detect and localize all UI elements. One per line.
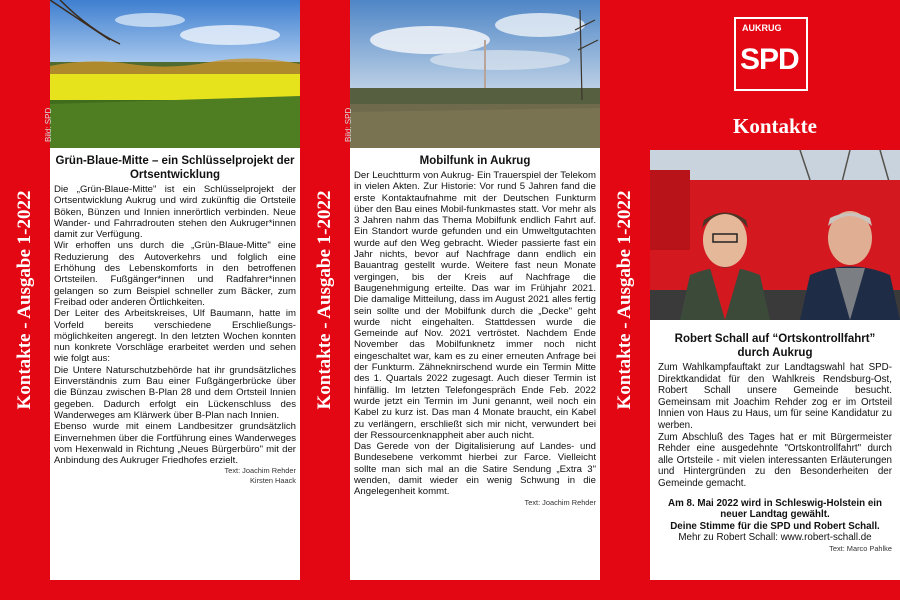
logo-place: AUKRUG xyxy=(742,23,782,33)
logo-area xyxy=(650,0,900,100)
side-strip-1 xyxy=(0,0,50,600)
text-credit: Text: Joachim Rehder xyxy=(224,466,296,476)
spd-logo xyxy=(734,17,808,91)
article-title: Grün-Blaue-Mitte – ein Schlüsselprojekt der Ortsentwicklung xyxy=(55,155,295,181)
paragraph: Die Untere Naturschutzbehörde hat ihr grundsätzliches Einverständnis zum Bau einer Fußgängerbrücke über die Bünzau zwischen B-Plan 28 und dem Ortsteil Innien gegeben. Dadurch erfolgt ein Lückenschluss des Wanderweges am Klärwerk über B-Plan nach Innien. xyxy=(54,364,296,421)
website-note: Mehr zu Robert Schall: www.robert-schall.de xyxy=(678,532,872,544)
article-body xyxy=(54,184,296,466)
photo-credit: Bild: SPD xyxy=(344,107,353,142)
paragraph: Zum Abschluß des Tages hat er mit Bürgermeister Rehder eine ausgedehnte "Ortskontrollfahrt" durch alle Ortsteile - mit vielen interessanten Erläuterungen und Hintergründen zu den Besonderheiten der Gemeinde gemacht. xyxy=(658,431,892,489)
photo-credit: Bild: SPD xyxy=(44,107,53,142)
panel-mobilfunk xyxy=(344,0,600,600)
article-title: Robert Schall auf “Ortskontrollfahrt” durch Aukrug xyxy=(674,333,876,359)
article-body xyxy=(658,362,892,490)
paragraph: Das Gerede von der Digitalisierung auf Landes- und Bundesebene verkommt hierbei zur Farce. Vielleicht sollte man sich mal an die Satire Sendung „Extra 3" wenden, damit wieder ein wenig Schwung in die Angelegenheit kommt. xyxy=(354,441,596,498)
field-photo xyxy=(44,0,300,148)
paragraph: Der Leuchtturm von Aukrug- Ein Trauerspiel der Telekom in vielen Akten. Zur Historie: Vor rund 5 Jahren fand die erste Kontaktaufnahme mit der Deutschen Funkturm über den Bau eines Mobil-funkmastes statt. Vor mehr als 3 Jahren nahm das Thema Mobilfunk endlich Fahrt auf. Ein Standort wurde gefunden und ein Umweltgutachten wurde auf den Weg gebracht. Wieder passierte fast ein Jahr nichts, bevor auf Nachfrage dann endlich ein Bauantrag gestellt wurde. Weitere fast neun Monate vergingen, bis der Kreis auf Nachfrage die Baugenehmigung erteilte. Das war im Frühjahr 2021. Die damalige Mitteilung, dass im August 2021 alles fertig sein sollte und der Mobilfunk durch die „Decke" geht wurde nicht eingehalten. Stattdessen wurde die Gemeinde auf Nov. 2021 vertröstet. Nachdem Ende November das Mobilfunknetz immer noch nicht eingeschaltet war, kam es zu einer erneuten Anfrage bei der Funkturm. Zähneknirschend wurde ein Termin Mitte des 1. Quartals 2022 zugesagt. Auch dieser Termin ist hinfällig. Im letzten Telefongespräch Ende Feb. 2022 wurde jetzt ein Termin im Juni genannt, weil noch ein Kabel zu kurz ist. Das man 4 Monate braucht, ein Kabel zu verlängern, erschließt sich mir nicht, verwundert bei der Ressourcenknappheit aber auch nicht. xyxy=(354,170,596,441)
article-robert-schall xyxy=(650,320,900,580)
campaign-photo xyxy=(650,150,900,320)
side-strip-2 xyxy=(300,0,350,600)
paragraph: Der Leiter des Arbeitskreises, Ulf Baumann, hatte im Vorfeld bereits verschiedene Erschließungs-möglichkeiten angeregt. In den letzten Wochen konnten nun konkrete Vorschläge erarbeitet werden und sehen wie folgt aus: xyxy=(54,308,296,365)
section-heading: Kontakte xyxy=(733,114,817,138)
issue-label: Kontakte - Ausgabe 1-2022 xyxy=(614,190,635,410)
issue-label: Kontakte - Ausgabe 1-2022 xyxy=(14,190,35,410)
closing-block xyxy=(658,498,892,544)
article-mobilfunk xyxy=(350,148,600,580)
landscape-photo xyxy=(344,0,600,148)
article-gruen-blaue-mitte xyxy=(50,148,300,580)
election-note: Am 8. Mai 2022 wird in Schleswig-Holstein ein neuer Landtag gewählt. xyxy=(668,497,882,521)
paragraph: Die „Grün-Blaue-Mitte" ist ein Schlüsselprojekt der Ortsentwicklung Aukrug und wird zukünftig die Ortsteile Böken, Bünzen und Innien innerörtlich verbinden. Neue Wander- und Fahrradrouten stehen den Aukruger*innen damit zur Verfügung. xyxy=(54,184,296,241)
vote-appeal: Deine Stimme für die SPD und Robert Schall. xyxy=(670,520,880,532)
paragraph: Zum Wahlkampfauftakt zur Landtagswahl hat SPD-Direktkandidat für den Wahlkreis Rendsburg-Ost, Robert Schall unsere Gemeinde besucht. Gemeinsam mit Joachim Rehder zog er im Ortsteil Innien von Haus zu Haus, um für seine Kandidatur zu werben. xyxy=(658,362,892,431)
paragraph: Wir erhoffen uns durch die „Grün-Blaue-Mitte" eine Reduzierung des Autoverkehrs und folglich eine Erhöhung des Lebenskomforts in den betroffenen Ortsteilen. Fußgänger*innen und Radfahrer*innen gelangen so zum Beispiel schneller zum Bäcker, zum Freibad oder anderen Örtlichkeiten. xyxy=(54,240,296,308)
panel-kontakte xyxy=(650,0,900,600)
issue-label: Kontakte - Ausgabe 1-2022 xyxy=(314,190,335,410)
text-credit: Text: Joachim Rehder xyxy=(524,497,596,507)
side-strip-3 xyxy=(600,0,650,600)
paragraph: Ebenso wurde mit einem Landbesitzer grundsätzlich Einvernehmen über die Fortführung eines Wanderweges vom Hexenwald in Richtung „Neues Bürgerbüro" mit der Anbindung des Aukruger Friedhofes erzielt. xyxy=(54,421,296,467)
logo-wordmark: SPD xyxy=(740,43,799,76)
article-body xyxy=(354,170,596,498)
panel-gruen-blaue-mitte xyxy=(44,0,300,600)
text-credit: Text: Marco Pahlke xyxy=(829,543,892,553)
author-credit: Kirsten Haack xyxy=(249,476,296,486)
article-title: Mobilfunk in Aukrug xyxy=(419,155,531,167)
